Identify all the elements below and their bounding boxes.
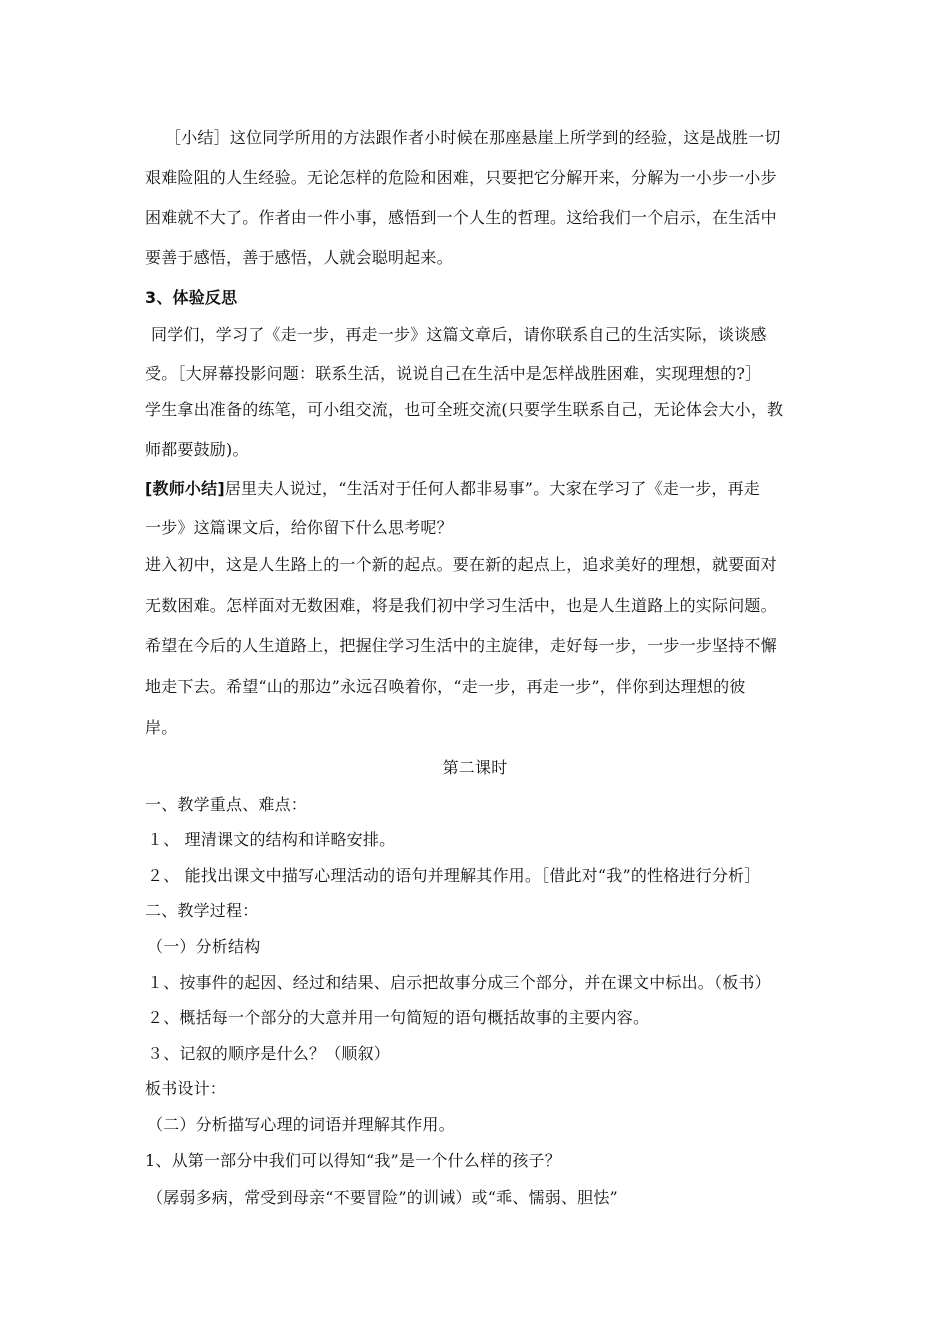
teacher-summary-line-1 [145,479,760,499]
summary-paragraph-line-4: 要善于感悟，善于感悟，人就会聪明起来。 [145,248,453,267]
junior-high-paragraph-line-3: 希望在今后的人生道路上，把握住学习生活中的主旋律，走好每一步，一步一步坚持不懈 [145,636,777,655]
junior-high-paragraph-line-4: 地走下去。希望“山的那边”永远召唤着你，“走一步，再走一步”，伴你到达理想的彼 [145,677,746,696]
structure-subheading: （一）分析结构 [147,937,261,956]
lesson-2-title: 第二课时 [442,758,508,777]
structure-item-2: ２、概括每一个部分的大意并用一句简短的语句概括故事的主要内容。 [147,1008,650,1027]
board-design-label: 板书设计： [145,1079,227,1098]
summary-paragraph-line-3: 困难就不大了。作者由一件小事，感悟到一个人生的哲理。这给我们一个启示，在生活中 [145,208,777,227]
structure-item-3: ３、记叙的顺序是什么？（顺叙） [147,1044,391,1063]
reflection-paragraph-line-1: 同学们，学习了《走一步，再走一步》这篇文章后，请你联系自己的生活实际，谈谈感 [151,325,767,344]
teacher-summary-label: [教师小结] [145,479,225,498]
psychology-item-1: 1、从第一部分中我们可以得知“我”是一个什么样的孩子？ [145,1151,561,1170]
teacher-summary-line-2: 一步》这篇课文后，给你留下什么思考呢？ [145,518,453,537]
focus-heading: 一、教学重点、难点： [145,795,308,814]
reflection-paragraph-line-3: 学生拿出准备的练笔，可小组交流，也可全班交流(只要学生联系自己，无论体会大小，教 [145,400,784,419]
reflection-paragraph-line-4: 师都要鼓励)。 [145,440,249,459]
psychology-subheading: （二）分析描写心理的词语并理解其作用。 [147,1115,455,1134]
summary-paragraph-line-1: ［小结］这位同学所用的方法跟作者小时候在那座悬崖上所学到的经验，这是战胜一切 [165,128,781,147]
psychology-item-1-answer: （孱弱多病，常受到母亲“不要冒险”的训诫）或“乖、懦弱、胆怯” [147,1188,618,1207]
focus-item-2: ２、 能找出课文中描写心理活动的语句并理解其作用。［借此对“我”的性格进行分析］ [147,866,761,885]
junior-high-paragraph-line-5: 岸。 [145,718,178,737]
structure-item-1: １、按事件的起因、经过和结果、启示把故事分成三个部分，并在课文中标出。（板书） [147,973,771,992]
teacher-summary-text: 居里夫人说过，“生活对于任何人都非易事”。大家在学习了《走一步，再走 [224,479,760,498]
section-3-heading: 3、体验反思 [145,288,238,307]
junior-high-paragraph-line-1: 进入初中，这是人生路上的一个新的起点。要在新的起点上，追求美好的理想，就要面对 [145,555,777,574]
process-heading: 二、教学过程： [145,901,259,920]
focus-item-1: １、 理清课文的结构和详略安排。 [147,830,396,849]
junior-high-paragraph-line-2: 无数困难。怎样面对无数困难，将是我们初中学习生活中，也是人生道路上的实际问题。 [145,596,777,615]
summary-paragraph-line-2: 艰难险阻的人生经验。无论怎样的危险和困难，只要把它分解开来，分解为一小步一小步 [145,168,777,187]
reflection-paragraph-line-2: 受。［大屏幕投影问题：联系生活，说说自己在生活中是怎样战胜困难，实现理想的?］ [145,364,762,383]
